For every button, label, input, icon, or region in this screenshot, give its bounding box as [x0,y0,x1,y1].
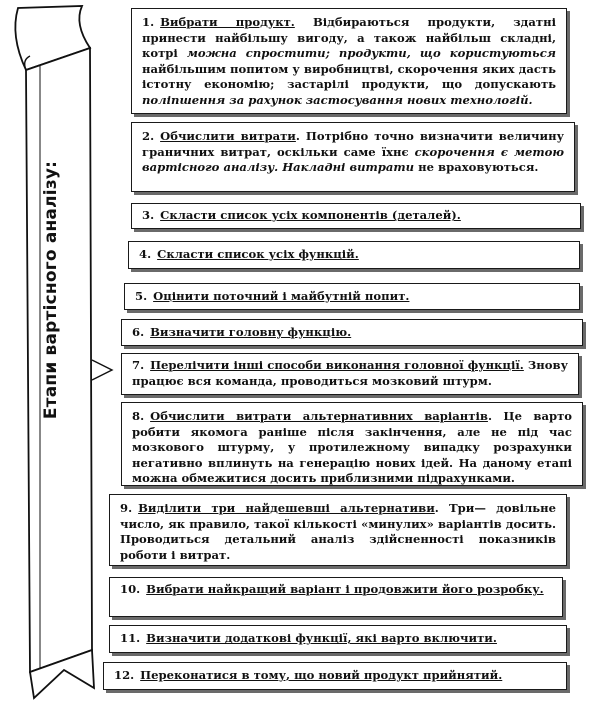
step-text [139,247,359,263]
step-heading: Перелічити інші способи виконання головної функції. [150,358,524,372]
step-number: 12. [114,668,135,683]
step-heading: Вибрати продукт. [160,15,295,29]
step-heading: Обчислити витрати [160,129,296,143]
step-8 [121,402,583,486]
step-heading: Переконатися в тому, що новий продукт прийнятий. [140,668,503,683]
step-text [142,15,556,109]
step-4 [128,241,580,269]
step-body-text: можна спростити; продукти, що користуються [186,46,556,61]
step-text [135,289,409,305]
step-number: 4. [139,247,152,262]
step-1 [131,8,567,114]
step-heading: Обчислити витрати альтернативних варіантів [150,409,488,423]
step-heading: Виділити три найдешевші альтернативи [138,501,435,515]
step-text [132,325,351,341]
step-number: 2. [142,129,155,143]
step-text [120,582,552,598]
step-body-text: Відбираються продукти, здатні принести найбільшу вигоду, а також найбільш складні, котрі [142,15,556,61]
step-text [120,631,497,647]
step-number: 10. [120,582,141,596]
step-9 [109,494,567,566]
step-text [114,668,502,684]
step-body-text: найбільшим попитом у виробництві, скорочення яких дасть істотну економію; застарілі продукти, що допускають [142,61,556,92]
step-number: 1. [142,15,155,29]
step-heading: Визначити додаткові функції, які варто включити. [146,631,497,646]
ribbon-banner [0,0,120,700]
step-3 [131,203,581,229]
step-heading: Скласти список усіх компонентів (деталей). [160,208,461,223]
step-body-text: не враховуються. [414,160,539,175]
step-12 [103,662,567,690]
step-number: 8. [132,409,145,423]
step-heading: Оцінити поточний і майбутній попит. [153,288,410,303]
step-number: 9. [120,501,133,515]
step-11 [109,625,567,653]
step-5 [124,283,580,310]
step-10 [109,577,563,617]
ribbon-title-text: Етапи вартісного аналізу: [41,160,61,420]
step-text [142,129,564,176]
step-number: 11. [120,631,141,646]
step-heading: Скласти список усіх функцій. [157,247,359,262]
step-body-text: поліпшення за рахунок застосування нових технологій. [142,92,533,107]
step-heading: Вибрати найкращий варіант і продовжити його розробку. [146,582,544,596]
step-2 [131,122,575,192]
ribbon-title [36,160,66,420]
step-6 [121,319,583,346]
step-text [132,409,572,487]
step-text [132,358,568,389]
step-number: 5. [135,288,148,303]
step-body-text: Знову працює вся команда, проводиться мозковий штурм. [132,358,568,388]
step-body-text: . Це варто робити якомога раніше після закінчення, але не під час мозкового штурму, у протилежному випадку розрахунки негативно вплинуть на генерацію нових ідей. На даному етапі можна обмежитися досить приблизними підрахунками. [132,409,572,486]
step-text [142,208,461,224]
step-number: 3. [142,208,155,223]
step-heading: Визначити головну функцію. [150,324,352,339]
step-number: 7. [132,358,145,372]
step-body-text: . Потрібно точно визначити величину граничних витрат, оскільки саме їхнє [142,129,565,159]
step-7 [121,353,579,395]
step-body-text: . Три— довільне число, як правило, такої кількості «минулих» варіантів досить. Проводиться детальний аналіз здійсненності показників роботи і витрат. [120,501,556,562]
step-body-text: скорочення є метою вартісного аналізу. Накладні витрати [142,144,564,175]
step-text [120,501,556,563]
step-number: 6. [132,324,145,339]
